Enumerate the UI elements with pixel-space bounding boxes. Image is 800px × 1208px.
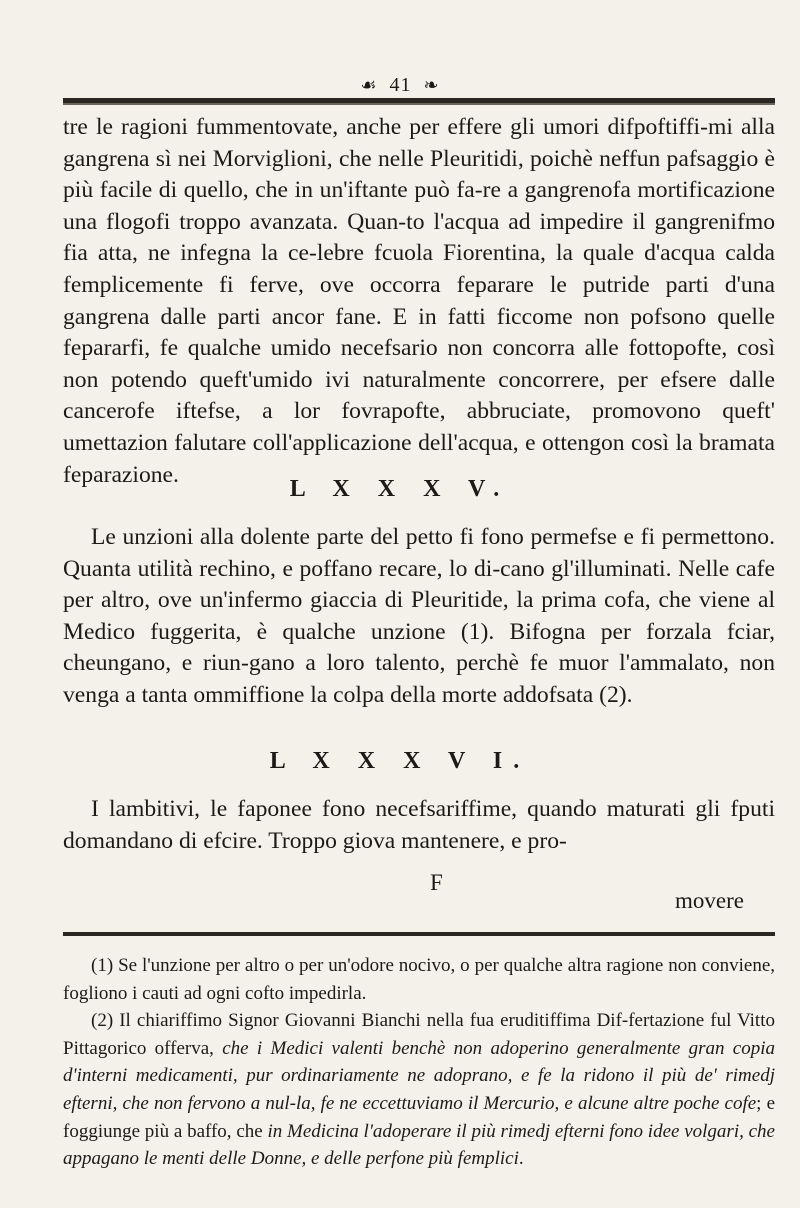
footnotes [63, 952, 775, 1173]
footnote-2-quote-2: in Medicina l'adoperare il più rimedj efterni fono idee volgari, che appagano le menti delle Donne, e delle perfone più femplici [63, 1120, 775, 1170]
ornament-right-icon: ❧ [423, 75, 440, 95]
ornament-left-icon: ☙ [360, 75, 378, 95]
footnote-rule [63, 932, 775, 936]
section-86-text: I lambitivi, le faponee fono necefsariffime, quando maturati gli fputi domandano di efcire. Troppo giova mantenere, e pro- [63, 796, 775, 854]
section-85-body [63, 522, 775, 712]
signature-mark: F [430, 870, 443, 895]
footnote-2-quote-1: che i Medici valenti benchè non adoperino generalmente gran copia d'interni medicamenti, pur ordinariamente ne adoprano, e fe la ridono il più de' rimedj efterni, che non fervono a nul-la, fe ne eccettuviamo il Mercurio, e alcune altre poche cofe [63, 1037, 776, 1114]
footnote-1: (1) Se l'unzione per altro o per un'odore nocivo, o per qualche altra ragione non conviene, fogliono i cauti ad ogni cofto impedirla. [63, 955, 775, 1004]
page-number: 41 [389, 74, 412, 96]
catchword: movere [675, 888, 744, 913]
footnote-2-mid: ; e foggiunge più a baffo, che [63, 1092, 776, 1142]
section-heading-85: L X X X V. [289, 476, 511, 502]
section-86-body [63, 794, 775, 857]
paragraph-continued [63, 112, 775, 491]
section-85-text: Le unzioni alla dolente parte del petto fi fono permefse e fi permettono. Quanta utilità rechino, e poffano recare, lo di-cano gl'illuminati. Nelle cafe per altro, ove un'infermo giaccia di Pleuritide, la prima cofa, che viene al Medico fuggerita, è qualche unzione (1). Bifogna per forzala fciar, cheungano, e riun-gano a loro talento, perchè fe muor l'ammalato, non venga a tanta ommiffione la colpa della morte addofsata (2). [63, 524, 775, 708]
footnote-2-end: . [518, 1148, 524, 1170]
footnote-2-intro: (2) Il chiariffimo Signor Giovanni Bianchi nella fua eruditiffima Dif-fertazione ful Vitto Pittagorico offerva, [63, 1010, 775, 1059]
header-rule [63, 98, 775, 105]
page-header [0, 74, 800, 97]
footnote-2 [63, 1007, 775, 1173]
section-heading-86: L X X X V I. [269, 748, 531, 774]
paragraph-text: tre le ragioni fummentovate, anche per effere gli umori difpoftiffi-mi alla gangrena sì nei Morviglioni, che nelle Pleuritidi, poichè neffun pafsaggio è più facile di quello, che in un'iftante può fa-re a gangrenofa mortificazione una flogofi troppo avanzata. Quan-to l'acqua ad impedire il gangrenifmo fia atta, ne infegna la ce-lebre fcuola Fiorentina, la quale d'acqua calda femplicemente fi ferve, ove occorra feparare le putride parti d'una gangrena dalle parti ancor fane. E in fatti ficcome non pofsono quelle fepararfi, fe qualche umido necefsario non concorra alle fottopofte, così non potendo queft'umido ivi naturalmente concorrere, per efsere dalle cancerofe iftefse, a lor fovrapofte, abbruciate, promovono queft' umettazion falutare coll'applicazione dell'acqua, e ottengon così la bramata feparazione. [63, 114, 775, 488]
